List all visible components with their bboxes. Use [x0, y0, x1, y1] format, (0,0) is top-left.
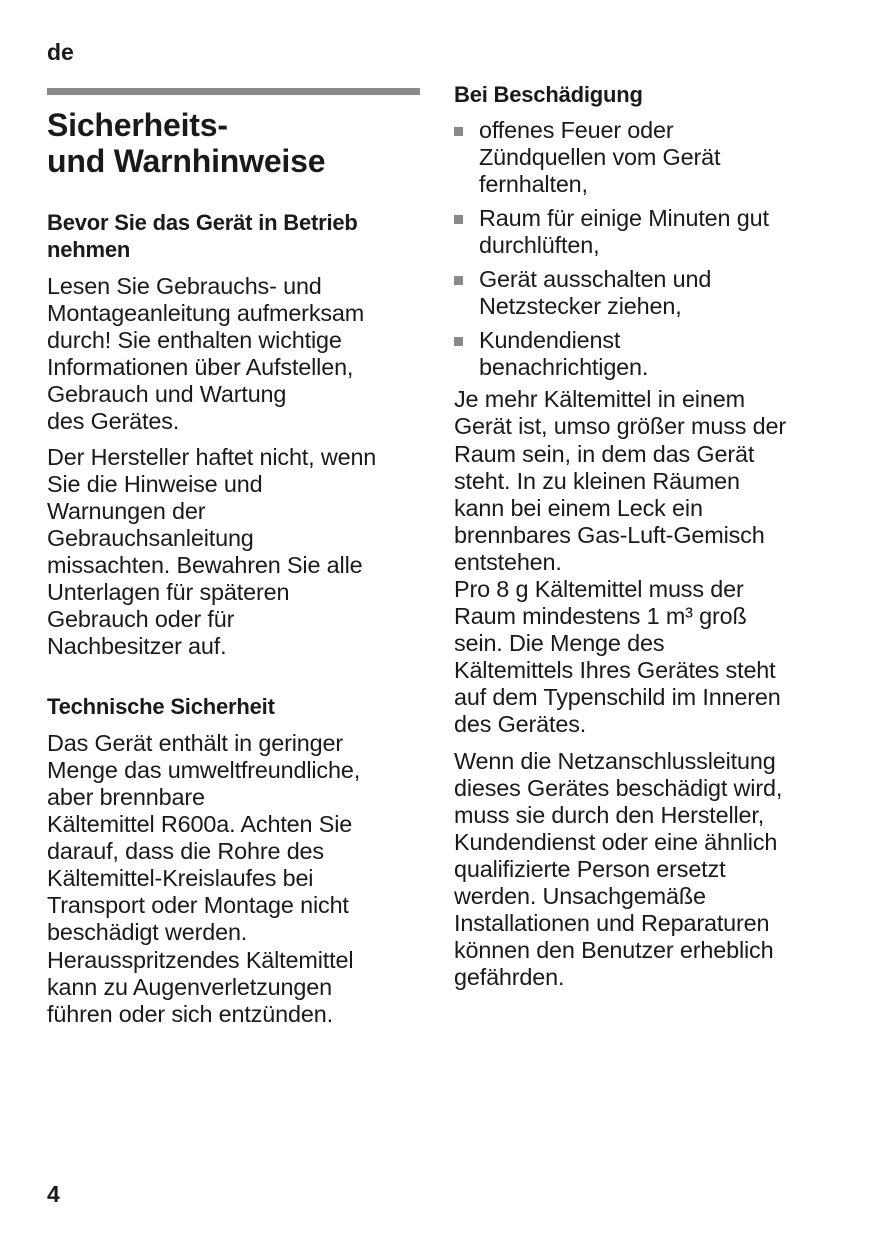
text-line: Kundendienst [479, 327, 621, 354]
text-line: muss sie durch den Hersteller, [454, 801, 765, 828]
text-line: des Gerätes. [454, 711, 587, 738]
list-item [454, 117, 834, 198]
text-line: Das Gerät enthält in geringer [47, 729, 343, 756]
page-title [47, 107, 420, 179]
text-line: missachten. Bewahren Sie alle [47, 551, 363, 578]
square-bullet-icon [454, 215, 463, 224]
text-line: entstehen. [454, 548, 562, 575]
right-column [454, 82, 834, 991]
text-line: dieses Gerätes beschädigt wird, [454, 774, 783, 801]
language-code: de [47, 39, 74, 65]
page-title-line: und Warnhinweise [47, 143, 326, 179]
text-line: Wenn die Netzanschlussleitung [454, 747, 776, 774]
text-line: Nachbesitzer auf. [47, 633, 227, 660]
text-line: Montageanleitung aufmerksam [47, 300, 365, 327]
text-line: offenes Feuer oder [479, 116, 674, 143]
heading-line: Bevor Sie das Gerät in Betrieb [47, 210, 358, 235]
paragraph-refrigerant [47, 730, 420, 1028]
damage-steps-list [454, 117, 834, 382]
text-line: Kundendienst oder eine ähnlich [454, 828, 778, 855]
text-line: Gerät ausschalten und [479, 265, 712, 292]
text-line: Unterlagen für späteren [47, 579, 290, 606]
text-line: darauf, dass die Rohre des [47, 838, 324, 865]
text-line: steht. In zu kleinen Räumen [454, 467, 740, 494]
text-line: Der Hersteller haftet nicht, wenn [47, 443, 377, 470]
text-line: Kältemittel-Kreislaufes bei [47, 865, 314, 892]
text-line: Installationen und Reparaturen [454, 910, 770, 937]
square-bullet-icon [454, 276, 463, 285]
text-line: Warnungen der [47, 497, 206, 524]
text-line: Zündquellen vom Gerät [479, 143, 721, 170]
text-line: des Gerätes. [47, 408, 180, 435]
text-line: Raum mindestens 1 m³ groß [454, 603, 747, 630]
page-number: 4 [47, 1181, 60, 1207]
text-line: Kältemittel R600a. Achten Sie [47, 811, 353, 838]
text-line: Menge das umweltfreundliche, [47, 756, 361, 783]
text-line: durchlüften, [479, 231, 600, 258]
text-line: durch! Sie enthalten wichtige [47, 327, 342, 354]
heading-line: nehmen [47, 236, 131, 262]
text-line: Herausspritzendes Kältemittel [47, 946, 354, 973]
text-line: Informationen über Aufstellen, [47, 354, 354, 381]
text-line: Je mehr Kältemittel in einem [454, 386, 745, 413]
list-item [454, 266, 834, 320]
paragraph-room-size [454, 386, 834, 738]
text-line: Transport oder Montage nicht [47, 892, 349, 919]
section-heading-before-use [47, 210, 420, 263]
text-line: Gebrauch und Wartung [47, 381, 287, 408]
text-line: Sie die Hinweise und [47, 470, 263, 497]
text-line: brennbares Gas-Luft-Gemisch [454, 521, 765, 548]
list-item [454, 205, 834, 259]
text-line: Gebrauch oder für [47, 606, 235, 633]
square-bullet-icon [454, 127, 463, 136]
text-line: Lesen Sie Gebrauchs- und [47, 273, 322, 299]
text-line: führen oder sich entzünden. [47, 1000, 333, 1027]
text-line: kann bei einem Leck ein [454, 494, 703, 521]
text-line: fernhalten, [479, 170, 588, 197]
text-line: kann zu Augenverletzungen [47, 973, 332, 1000]
paragraph-power-cord [454, 748, 834, 992]
section-heading-damage: Bei Beschädigung [454, 82, 643, 107]
text-line: Raum für einige Minuten gut [479, 204, 769, 231]
text-line: sein. Die Menge des [454, 630, 665, 657]
text-line: aber brennbare [47, 784, 205, 810]
list-item [454, 327, 834, 381]
left-column [47, 88, 420, 1028]
text-line: können den Benutzer erheblich [454, 937, 774, 964]
text-line: Raum sein, in dem das Gerät [454, 440, 755, 467]
text-line: beschädigt werden. [47, 919, 248, 946]
text-line: werden. Unsachgemäße [454, 883, 706, 910]
text-line: benachrichtigen. [479, 354, 649, 381]
text-line: Netzstecker ziehen, [479, 293, 682, 320]
paragraph-liability [47, 444, 420, 661]
text-line: Pro 8 g Kältemittel muss der [454, 576, 744, 602]
text-line: qualifizierte Person ersetzt [454, 855, 726, 882]
text-line: Gerät ist, umso größer muss der [454, 413, 787, 440]
paragraph-read-instructions [47, 273, 420, 436]
title-rule [47, 88, 420, 95]
text-line: Gebrauchsanleitung [47, 524, 254, 551]
page-title-line: Sicherheits- [47, 107, 228, 143]
text-line: Kältemittels Ihres Gerätes steht [454, 657, 776, 684]
text-line: gefährden. [454, 964, 565, 991]
text-line: auf dem Typenschild im Inneren [454, 684, 781, 711]
square-bullet-icon [454, 337, 463, 346]
section-heading-technical-safety: Technische Sicherheit [47, 694, 275, 720]
